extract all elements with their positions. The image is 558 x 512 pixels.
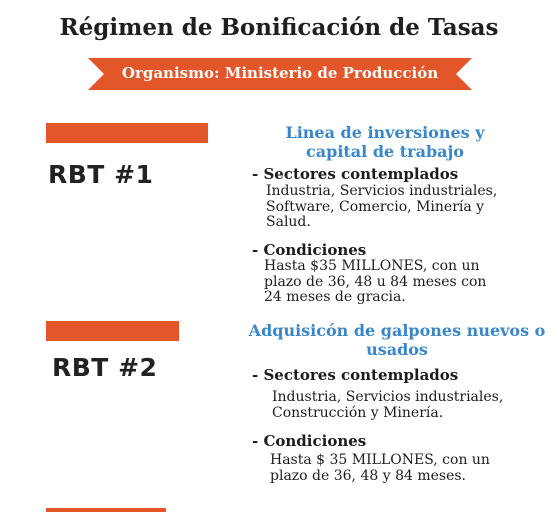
rbt1-heading xyxy=(240,123,530,161)
text-line: 24 meses de gracia. xyxy=(264,289,406,305)
text-line: Construcción y Minería. xyxy=(272,404,444,421)
text-line: plazo de 36, 48 u 84 meses con xyxy=(264,273,487,290)
rbt2-condiciones-text xyxy=(270,453,490,484)
text-line: Industria, Servicios industriales, xyxy=(272,389,504,405)
rbt2-heading-line1: Adquisicón de galpones nuevos o xyxy=(248,321,546,340)
text-line: Salud. xyxy=(266,214,311,230)
rbt3-accent-bar xyxy=(46,508,166,512)
rbt2-condiciones-title: - Condiciones xyxy=(252,432,367,450)
rbt1-label: RBT #1 xyxy=(48,160,154,189)
text-line: plazo de 36, 48 y 84 meses. xyxy=(270,467,467,484)
rbt2-sectores-title: - Sectores contemplados xyxy=(252,366,459,384)
rbt1-condiciones-title: - Condiciones xyxy=(252,241,367,259)
text-line: Software, Comercio, Minería y xyxy=(266,198,485,215)
rbt1-condiciones-text xyxy=(264,259,486,306)
rbt2-heading-line2: usados xyxy=(366,340,428,359)
organism-banner xyxy=(88,58,472,90)
banner-text: Organismo: Ministerio de Producción xyxy=(121,64,439,82)
rbt2-sectores-text xyxy=(272,390,503,421)
rbt2-heading xyxy=(240,321,554,359)
rbt1-sectores-text xyxy=(266,184,497,231)
text-line: Hasta $35 MILLONES, con un xyxy=(264,258,480,274)
rbt1-heading-line2: capital de trabajo xyxy=(306,142,464,161)
rbt1-heading-line1: Linea de inversiones y xyxy=(285,123,485,142)
rbt2-accent-bar xyxy=(46,321,179,341)
page-title: Régimen de Bonificación de Tasas xyxy=(59,14,499,41)
rbt1-sectores-title: - Sectores contemplados xyxy=(252,165,459,183)
rbt1-accent-bar xyxy=(46,123,208,143)
text-line: Hasta $ 35 MILLONES, con un xyxy=(270,452,490,468)
text-line: Industria, Servicios industriales, xyxy=(266,183,498,199)
rbt2-label: RBT #2 xyxy=(52,353,158,382)
